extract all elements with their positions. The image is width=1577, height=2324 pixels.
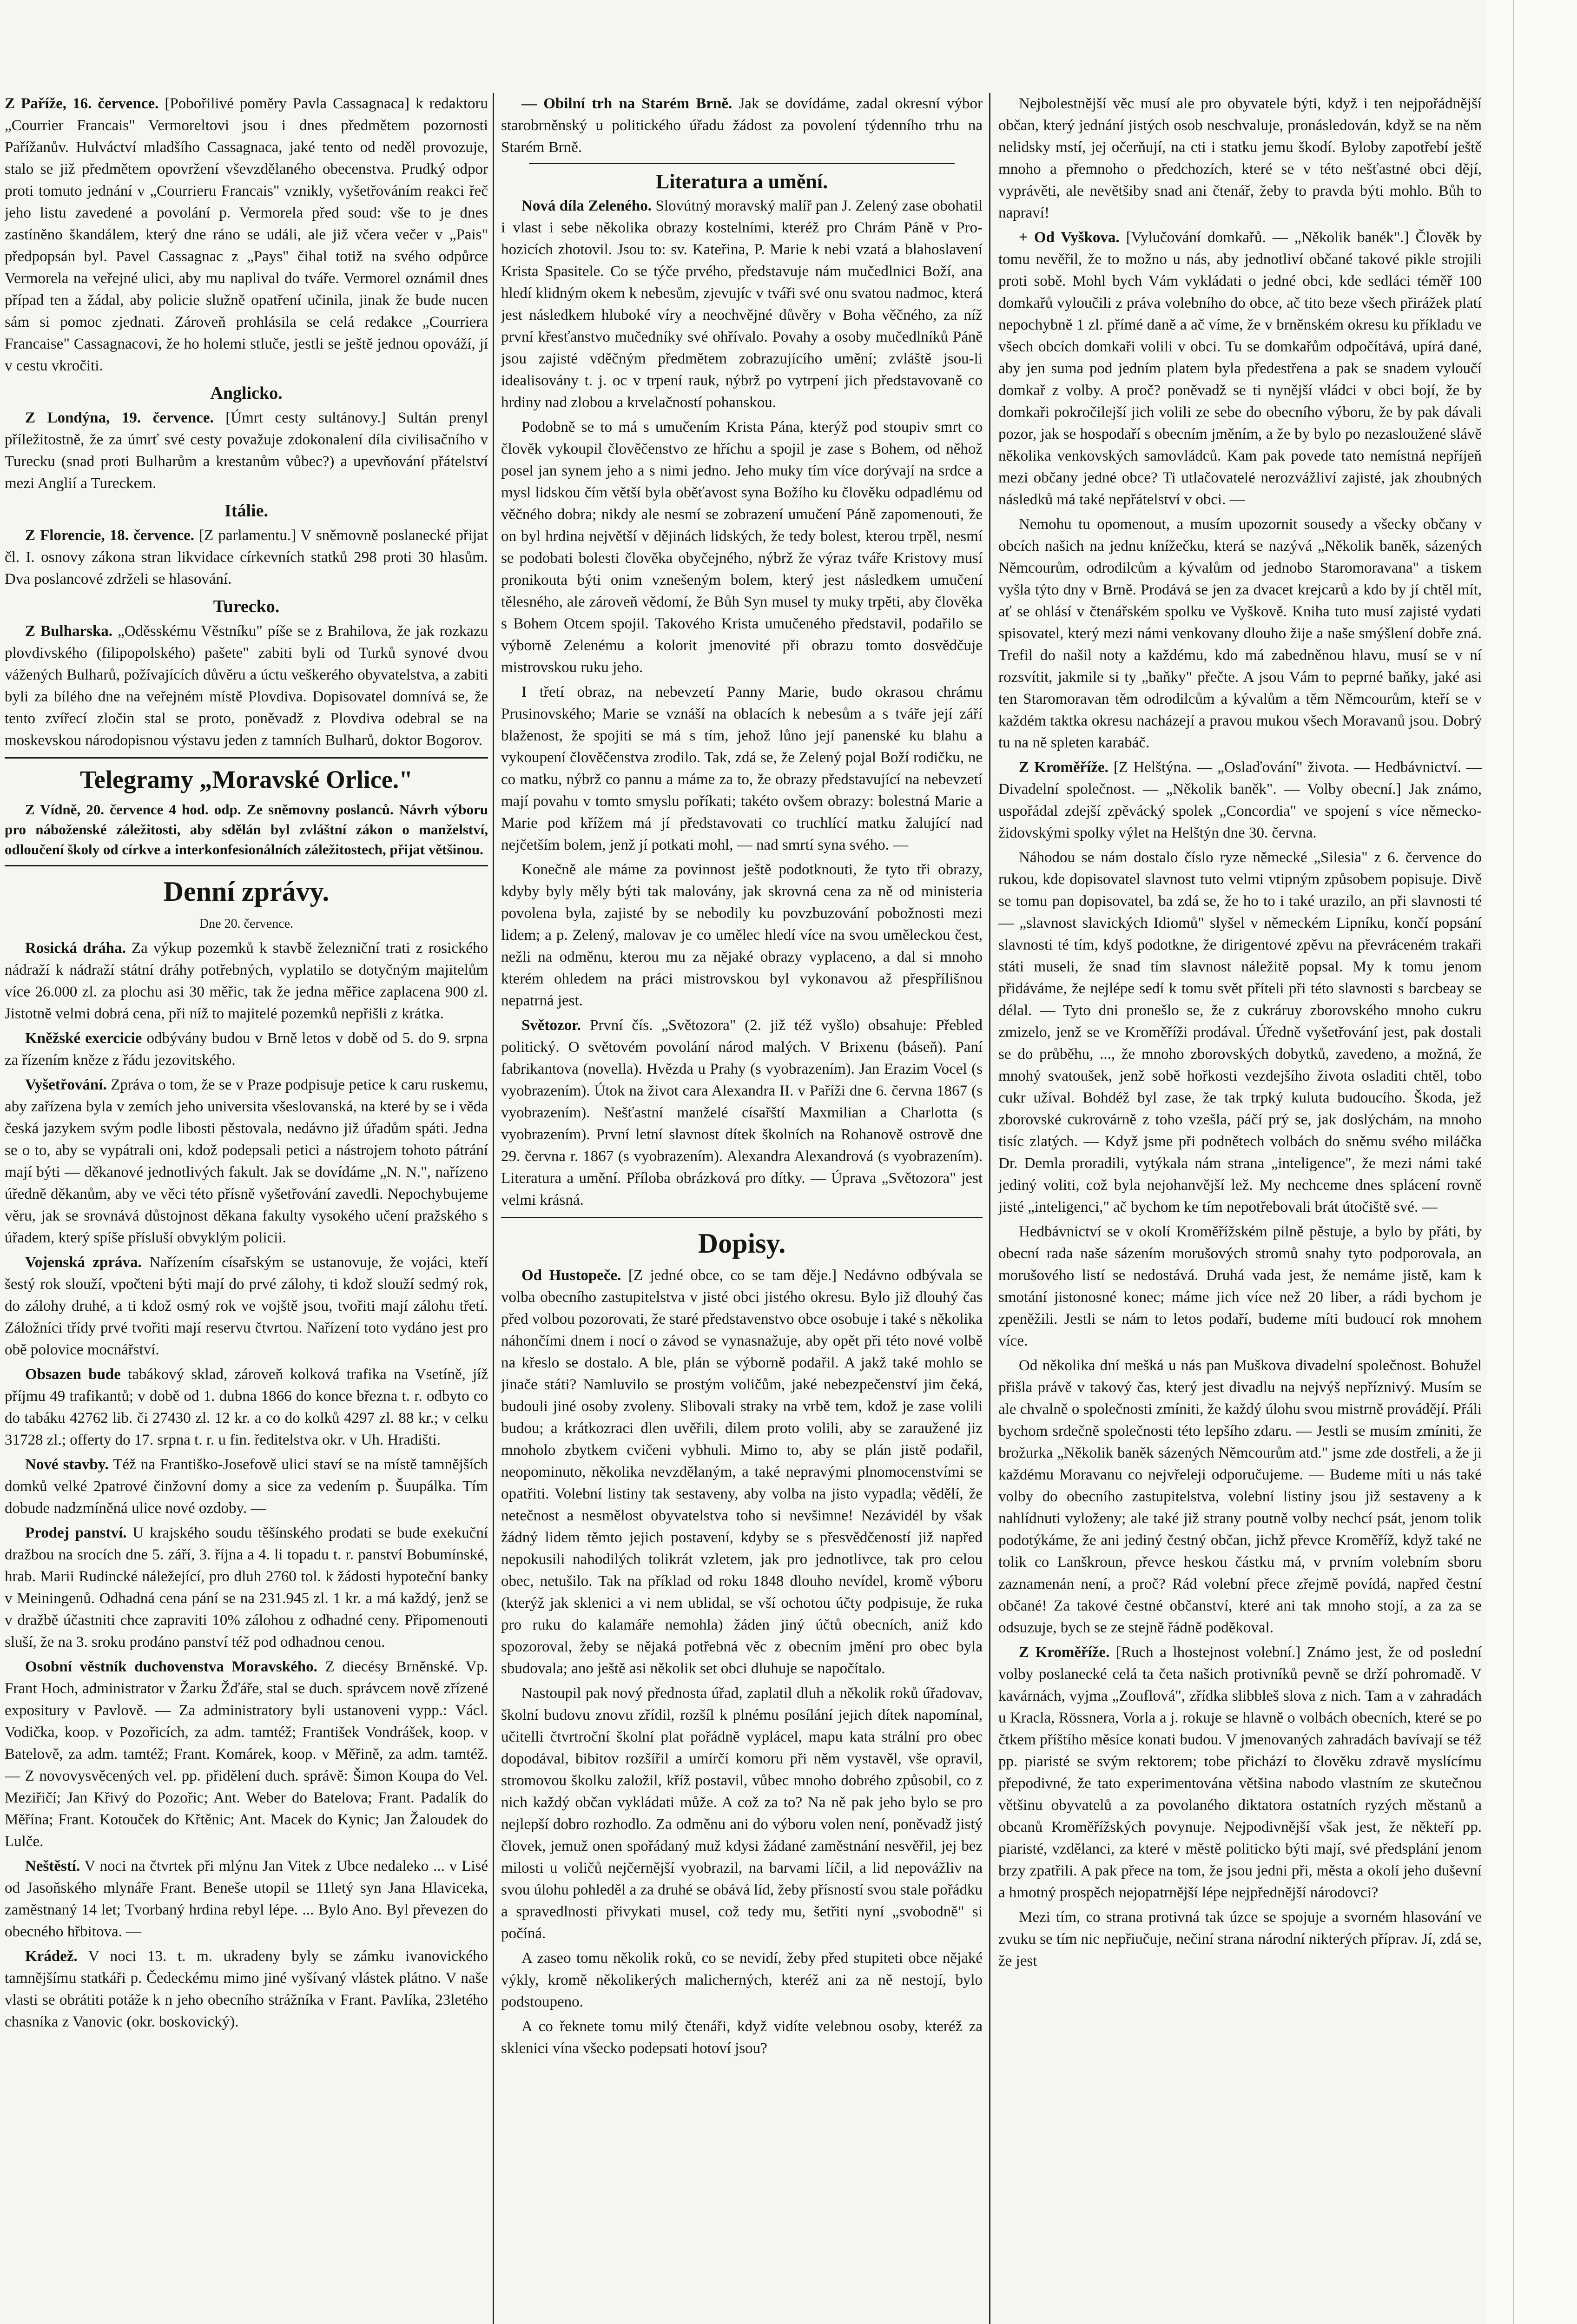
telegram-vienna: Z Vídně, 20. července 4 hod. odp. Ze sněmovny poslanců. Návrh výboru pro náboženské záležitosti, aby sdělán byl zvláštní zákon o manželství, odloučení školy od církve a interkonfesionálních záležitostech, přijat většinou. <box>5 801 488 858</box>
letter-kromeriz-lead: Z Kroměříže. <box>1019 759 1109 776</box>
letter-kromeriz-4: Od několika dní mešká u nás pan Muškova divadelní společnost. Bohužel přišla právě v takový čas, který jest divadlu na nejvýš nepříznivý. Musím se ale chvalně o společnosti zmíniti, že každý úlohu svou mistrně provádějí. Přáli bychom srdečně společnosti této lepšího zdaru. — Jestli se musím zmíniti, že brožurka „Několik baněk sázených Němcourům atd." jsme zde dostřeli, a že ji každému Moravanu co nejvřeleji odporučujeme. — Budeme míti u nás také volby do obecního zastupitelstva, volební listiny jsou již sestaveny a k nahlídnuti vyloženy; ale také již strany poutně volby nechcí psát, jenom tolik podotýkáme, že ani jediný čestný občan, jichž převce Kroměříž, když také ne tolik co Lanškroun, převce heskou částku má, v prvním volebním sboru zaznamenán není, a proč? Rád volební přece zřejmě povídá, napřed čestní občané! Za takové čestné občanství, které ani tak mnoho stojí, a za za se odsuzuje, bych se ze stejně řádně poděkoval. <box>998 1357 1482 1636</box>
article-florence <box>5 525 488 590</box>
letter-hustopece-3: A zaseo tomu několik roků, co se nevidí, žeby před stupiteti obce nějaké výkly, kromě několikerých malicherných, kteréž ani za ně nestojí, bylo podstoupeno. <box>501 1950 983 2010</box>
svetozor-lead: Světozor. <box>521 1017 581 1034</box>
letter-vyskov <box>998 227 1482 511</box>
news-estate-lead: Prodej panství. <box>25 1525 127 1541</box>
article-london-text: [Úmrt cesty sultánovy.] Sultán prenyl příležitostně, že za úmrť své cesty považuje zdokonalení díla civilisačního v Turecku (snad proti Bulharům a krestanům vůbec?) a upevňování přátelství mezi Anglií a Tureckem. <box>5 409 488 492</box>
telegrams-heading: Telegramy „Moravské Orlice." <box>79 766 413 793</box>
column-1 <box>5 93 488 2324</box>
letter-hustopece-lead: Od Hustopeče. <box>521 1267 621 1284</box>
grain-market-lead: — Obilní trh na Starém Brně. <box>521 95 732 112</box>
divider-letters <box>501 1217 983 1218</box>
article-grain-market <box>501 93 983 158</box>
column-rule-1 <box>493 93 494 2324</box>
section-italie-heading: Itálie. <box>224 501 268 521</box>
news-investigation-lead: Vyšetřování. <box>25 1076 107 1093</box>
letter-kromeriz-3: Hedbávnictví se v okolí Kroměřížském pilně pěstuje, a bylo by přáti, by obecní rada naše sázením morušových stromů snahy tyto podporovala, an morušového listí se nedostává. Druhá vada jest, že nemáme jistě, kam k smotání jistonosné konec; máme jich více než 20 liber, a rádi bychom je zpeněžili. Jestli se nám to letos podaří, budeme míti budoucí rok mnohem více. <box>998 1223 1482 1349</box>
article-london-lead: Z Londýna, 19. července. <box>25 409 214 426</box>
article-paris-lead: Z Paříže, 16. července. <box>5 95 159 112</box>
news-military <box>5 1252 488 1361</box>
news-investigation <box>5 1074 488 1249</box>
news-clergy-lead: Osobní věstník duchovenstva Moravského. <box>25 1658 317 1675</box>
news-rosice-lead: Rosická dráha. <box>25 940 126 957</box>
news-tobacco-lead: Obsazen bude <box>25 1366 121 1383</box>
section-turecko-heading: Turecko. <box>213 597 280 616</box>
news-tobacco <box>5 1364 488 1451</box>
section-anglicko-heading: Anglicko. <box>210 383 283 403</box>
column-3 <box>998 93 1482 2324</box>
letter-vyskov-lead: + Od Vyškova. <box>1019 229 1120 246</box>
letters-heading: Dopisy. <box>698 1228 786 1259</box>
letter-hustopece-2: Nastoupil pak nový přednosta úřad, zaplatil dluh a několik roků úřadovav, školní budovu znovu zřídil, rozšíl k plnému posílání jejich dítek napomínal, učitelli čtvrtroční školní plat pořádně vyplácel, mapu kata strální pro obec dopodával, bibitov rozšířil a umírčí komoru při něm vystavěl, vše opravil, stromovou školku založil, kříž postavil, vůbec mnoho dobrého způsobil, co z nich každý občan vykládati může. A což za to? Na ně pak jeho bylo se pro nejlepší dobro rozhodlo. Za odměnu ani do výboru volen není, poněvadž jistý človek, jemuž onen spořádaný muž kdysi žádané zaměstnání nesvěřil, jej bez milosti u voličů nejčernější vyobrazil, na barvami líčil, a lid nepovážliv na svou úlohu pohleděl a za druhé se obává líd, žeby přísností svou stale pořádku a spravedlnosti přivykati musel, což tedy mu, šetřiti nyní „svobodně" si počíná. <box>501 1685 983 1942</box>
letter-vyskov-text: [Vylučování domkařů. — „Několik banék".] Člověk by tomu nevěřil, že to možno u nás, aby jednotliví občané takové pikle strojili proti sobě. Mohl bych Vám vykládati o jedné obci, kde sedláci téměř 100 domkařů vyloučili z práva volebního do obce, ač tito beze všech přirážek platí nepochybně 1 zl. přímé daně a ač víme, že v brněnském okresu ku příkladu ve všech obcích domkaři volili v obci. Tu se domkařům odpočítává, upírá dané, aby jen suma pod jedním platem byla předestřena a pak se snadem vyloučí domkař z volby. A proč? poněvadž se ti nynější vládci v obci bojí, že by domkaři pokročilejší jich volili ze sebe do obecního výboru, že by pak dávali pozor, jak se hospodaří s obecním jměním, a že by bylo po nezasloužené slávě několika venkovských samovládců. Kam pak povede tato nemístná nepříjeň mezi občany jedné obce? Ti utlačovatelé nerozvážliví zajisté, jak zhoubných následků má také nepřátelství v obci. — <box>998 229 1482 508</box>
literature-zeleny-text: Slovútný moravský malíř pan J. Zelený zase obohatil i vlast i sebe několika obrazy kostelními, kteréž pro Chrám Páně v Pro-hozicích zhotovil. Jsou to: sv. Kateřina, P. Marie k nebi vzatá a blahoslavení Krista Spasitele. Co se týče prvého, představuje nám mučedlnici Boží, ana hledí klidným okem k nebesům, zjevujíc v tváři své onu svatou nadmoc, která jest následkem hluboké víry a neochvějné důvěry v Boha věčného, za níž první křesťanstvo mučedníky své ohřívalo. Povahy a osoby mučedlníků Páně jsou zajisté vděčným předmětem zobrazujícího umění; zvláště jsou-li idealisovány t. j. oc v trpení rauk, nýbrž po vytrpení jich představovaně co hrdiny nad zlobou a krvelačností pohanskou. <box>501 198 983 411</box>
news-theft <box>5 1946 488 2033</box>
literature-zeleny-2: Podobně se to má s umučením Krista Pána, kterýž pod stoupiv smrt co člověk vykoupil člověčenstvo ze hříchu a spojil je zase s Bohem, od něhož posel jan synem jeho a s nimi jedno. Jeho muky tím více dorývají na srdce a mysl lidskou čím větší byla oběťavost syna Božího ku člověku odpadlému od věčného dobra; nikdy ale nesmí se zobrazení umučení Páně zapomenouti, že on byl hrdina největší v dějinách lidských, že tedy bolest, kterou trpěl, nesmí se podobati bolesti člověka obyčejného, nýbrž že výraz tváře Kristovy musí pronikouta býti onim vznešeným bolem, který jest následkem umučení tělesného, ale zároveň vědomí, že Bůh Syn musel ty muky trpěti, aby člověka s Bohem Otcem spojil. Takového Krista umučeného představil, podařilo se výborně Zelenému a kolorit jmenovité při obrazu tomto dosvědčuje mistrovskou ruku jeho. <box>501 419 983 676</box>
letter-hustopece-4: A co řeknete tomu milý čtenáři, když vidíte velebnou osoby, kteréž za sklenici vína všecko podepsati hotoví jsou? <box>501 2018 983 2057</box>
news-military-lead: Vojenská zpráva. <box>25 1254 142 1271</box>
article-bulgaria <box>5 621 488 752</box>
news-accident-lead: Neštěstí. <box>25 1858 80 1875</box>
news-exercises-lead: Kněžské exercicie <box>25 1030 142 1047</box>
literature-zeleny-1 <box>501 195 983 414</box>
article-svetozor <box>501 1015 983 1211</box>
news-clergy-text: Z diecésy Brněnské. Vp. Frant Hoch, administrator v Žarku Žďáře, stal se duch. správcem nově zřízené expositury v Pavlově. — Za administratory byli ustanoveni vypp.: Václ. Vodička, koop. v Pozořicích, za adm. tamtéž; František Vondrášek, koop. v Batelově, za adm. tamtéž; Frant. Komárek, koop. v Měřině, za adm. tamtéž. — Z novovysvěcených vel. pp. přidělení duch. správě: Šimon Koupa do Vel. Meziřičí; Jan Křivý do Pozořic; Ant. Weber do Batelova; Frant. Padalík do Měřína; Frant. Kotouček do Křtěnic; Ant. Macek do Kynic; Jan Žaloudek do Lulče. <box>5 1658 488 1850</box>
news-investigation-text: Zpráva o tom, že se v Praze podpisuje petice k caru ruskemu, aby zařízena byla v zemích jeho universita všeslovanská, na které by se i věda česká jazykem svým podle libosti pěstovala, nedávno již úřadům spáti. Jedna se o to, aby se vypátrali oni, kdož podepsali petici a nástrojem tohoto pátrání mají býti — děkanové jednotlivých fakult. Jak se dovídáme „N. N.", nařízeno úředně děkanům, aby ve věci této přísně vyšetřování zavedli. Nepochybujeme věru, jak se srovnává důstojnost děkana fakulty vysokého učení pražského s úřadem, který spíše přísluší obvyklým policii. <box>5 1076 488 1246</box>
news-clergy <box>5 1656 488 1853</box>
news-exercises-text: odbývány budou v Brně letos v době od 5. do 9. srpna za řízením kněze z řádu jezovitského. <box>5 1030 488 1069</box>
news-accident <box>5 1855 488 1943</box>
news-accident-text: V noci na čtvrtek při mlýnu Jan Vitek z Ubce nedaleko ... v Lisé od Jasoňského mlynáře Frant. Beneše utopil se 11letý syn Jana Hlaviceka, zaměstnaný 14 let; Tvorbaný hrdina rebyl lépe. ... Bylo Ano. Byl převezen do obecného hřbitova. — <box>5 1858 488 1940</box>
divider-literature <box>529 163 955 164</box>
news-buildings-lead: Nové stavby. <box>25 1456 109 1473</box>
news-estate-sale <box>5 1522 488 1653</box>
letter-kromeriz-text: [Z Helštýna. — „Oslaďování" života. — Hedbávnictví. — Divadelní společnost. — „Několik baněk". — Volby obecní.] Jak známo, uspořádal zdejší zpěvácký spolek „Concordia" ve spojení s více německo-židovskými spolky výlet na Helštýn dne 30. června. <box>998 759 1482 841</box>
daily-news-date: Dne 20. července. <box>199 917 294 931</box>
letter-hustopece-text: [Z jedné obce, co se tam děje.] Nedávno odbývala se volba obecního zastupitelstva v jisté obci jistého okresu. Bylo již dlouhý čas před volbou pozorovati, že staré představenstvo obce osobuje i také s několika náhončími dnem i nocí o závod se vynasnažuje, aby opět při této nové volbě na křeslo se dostalo. A ble, plán se výborně podařil. A jakž také mohlo se jinače státi? Namluvilo se prostým voličům, jaké nebezpečenství jim čeká, budouli jiné osoby zvoleny. Slibovali straky na vrbě tem, kdož je zase volili budou; a krátkozraci dlen uvěřili, dilem proto volili, aby se zaraužené jiz mnoholo zbytkem cvičeni vybhuli. Mimo to, aby se plán jistě podařil, neopominuto, několika nevzdělaným, a také nepravými plnomocenstvími se opatřiti. Volební listiny tak sestaveny, aby volba na jisto vypadla; vědělí, že netečnost a nesmělost obyvatelstva toho si nevšimne! Nezávidél by však žádný lidem těmto jejich postavení, kdyby se s přesvědčeností již napřed nepokusili nahodilých tolikrát vzletem, jak pro jednotlivce, tak pro celou obec, netušilo. Tak na příklad od roku 1848 dlouho nevídel, kromě výboru (kterýž jak sklenici a vi nem ublidal, se vší ochotou účty podpisuje, že ruka pro ruku do kalamáře nemohla) žáden jiný účtů obecních, aniž kdo spozoroval, žeby se nějaká potřebná věc z obecním jmění pro obec byla sbudovala; ano ještě asi několik set obci dluhuje se napočítalo. <box>501 1267 983 1677</box>
letter-kromeriz-2: Náhodou se nám dostalo číslo ryze německé „Silesia" z 6. července do rukou, kde dopisovatel slavnost tuto velmi vtipným způsobem popisuje. Divě se tomu pan dopisovatel, ba zdá se, že ho to i také urazilo, an při slavnosti té — „slavnost slavických Idiomů" slyšel v německém Lipníku, končí popsání slavnosti té tím, kdyš podotkne, že dirigentové zpěvu na převráceném trakaři státi museli, že snad tím slavnost náležitě popsal. My k tomu jenom přidáváme, že nejlépe sedí k tomu svět příteli při této slavnosti s barcbeay se délal. — Tyto dni pronešlo se, že z cukráruy zborovského mnoho cukru zmizelo, jenž se ve Kroměříži prodával. Úředně vyšetřování jest, pak dostali se do průběhu, ..., že mnoho zborovských dobytků, zavedeno, a možná, že mnohý svatoušek, jenž sobě hořkosti vezdejšího života osladiti chtěl, tobo cukr užíval. Bohdéž byl zase, že tak trpký kuluta budoucího. Škoda, jež zborovské cukrovárně z toho vzešla, páčí prý se, jak doslýchám, na mnoho tisíc zlatých. — Když jsme při podnětech volbách do sněmu svého miláčka Dr. Demla proradili, vytýkala nám strana „inteligence", že mezi námi také jediný voliti, což byla nejohanvější lež. My nechceme dnes splácení rovně jisté „inteligenci," ač bychom ke tím nepotřebovali brát útočiště své. — <box>998 849 1482 1215</box>
news-estate-text: U krajského soudu těšínského prodati se bude exekuční dražbou na srocích dne 5. září, 3. října a 4. li topadu t. r. panství Bobumínské, hrab. Marii Rudincké náležející, pro dluh 2760 tol. k žádosti hypoteční banky v Meiningenů. Odhadná cena pání se na 231.945 zl. 1 kr. a má každý, jenž se v dražbě účastniti chce zapraviti 10% zálohou z odhadné ceny. Připomenouti sluší, že na 3. sroku prodáno panství též pod odhadnou cenou. <box>5 1525 488 1651</box>
news-theft-lead: Krádež. <box>25 1948 78 1965</box>
article-bulgaria-text: „Oděsskému Věstníku" píše se z Brahilova, že jak rozkazu plovdivského (filipopolského) pašete" zabiti byli od Turků synové dvou vážených Bulharů, požívajících důvěru a úctu veškerého obyvatelstva, a zabiti byli za bílého dne na veřejném místě Plovdiva. Dopisovatel domnívá se, že tento zvířecí zločin stal se proto, poněvadž z Plovdiva odebral se na moskevskou národopisnou výstavu jeden z tamních Bulharů, doktor Bogorov. <box>5 623 488 749</box>
news-rosice-text: Za výkup pozemků k stavbě železniční trati z rosického nádraží k nádraží státní dráhy potřebných, vyplatilo se dotyčným majitelům více 26.000 zl. za plochu asi 30 měřic, tak že jedna měřice zaplacena 900 zl. Jistotně velmi dobrá cena, při níž to majitelé pozemků nepřišli z krátka. <box>5 940 488 1022</box>
page-edge-line <box>1513 0 1514 2324</box>
svetozor-text: První čís. „Světozora" (2. již též vyšlo) obsahuje: Přebled politický. O světovém povolání národ malých. V Brixenu (báseň). Paní fabrikantova (novella). Hvězda u Prahy (s vyobrazením). Jan Erazim Vocel (s vyobrazením). Útok na život cara Alexandra II. v Paříži dne 6. června 1867 (s vyobrazením). Nešťastní manželé císařští Maxmilian a Charlotta (s vyobrazením). První letní slavnost dítek školních na Rohanově ostrově dne 29. června r. 1867 (s vyobrazením). Alexandra Alexandrová (s vyobrazením). Literatura a umění. Příloba obrázková pro dítky. — Úprava „Světozora" jest velmi krásná. <box>501 1017 983 1208</box>
news-exercises <box>5 1028 488 1071</box>
letter-vyskov-2: Nemohu tu opomenout, a musím upozornit sousedy a všecky občany v obcích našich na jednu knížečku, která se nazývá „Několik baněk, sázených Němcourům, odrodilcům a kývalům od jednobo Staromoravana" a tiskem vyšla týto dny v Brně. Prodává se jen za dvacet krejcarů a kdo by jí chtěl mít, ať se ohlásí v čtenářském spolku ve Vyškově. Kniha tuto musí zajisté vydati spisovatel, který mezi námi venkovany dlouho žije a naše smýšlení dobře zná. Trefil do našil noty a každému, kdo má zabedněnou hlavu, musí se v ní rozsvítit, jakmile si ty „baňky" přečte. A jsou Vám to peprné baňky, jaké asi ten Staromoravan těm odrodilcům a kývalům a těm Němcourům, kteří se v každém taktka okresu nacházejí a pravou mukou všech Moravanů jsou. Dobrý tu na ně spleten karabáč. <box>998 516 1482 751</box>
letter-hustopece-1 <box>501 1265 983 1680</box>
news-theft-text: V noci 13. t. m. ukradeny byly se zámku ivanovického tamnějšímu statkáři p. Čedeckému mimo jiné vyšívaný vlástek plátno. V naše vlasti se obrátiti potáže k n jeho obecního strážníka v Frant. Pavlíka, 23letého chasníka z Vanovic (okr. boskovický). <box>5 1948 488 2030</box>
grain-market-text: Jak se dovídáme, zadal okresní výbor starobrněnský u politického úřadu žádost za povolení týdenního trhu na Starém Brně. <box>501 95 983 156</box>
divider-telegrams <box>5 757 488 759</box>
letter-kromeriz-second-text: [Ruch a lhostejnost volební.] Známo jest, že od poslední volby poslanecké celá ta četa našich protivníků pevně se drží pohromadě. V kavárnách, vyjma „Zouflová", zřídka slibbleš slova z nich. Tam a v zahradách u Kracla, Rössnera, Vorla a j. rokuje se hlavně o volbách obecních, které se po čtkem příštího měsíce konati budou. V jmenovaných zahradách bavívají se též pp. piaristé se svým rektorem; tobe přichází to člověku zdravě myslícímu přepodivné, že tato experimentována většina nabodo vlastním ze skutečnou většinu obyvatelů a za povolaného diktatora ostatních ryzých městanů a obcanů Kroměřížských povynuje. Nejpodivnější však jest, že někteří pp. piaristé, vzdělanci, za které v městě politicko býti mají, své předsplání jenom brzy zpatřili. A pak přece na tom, že jsou jedni při, města a okolí jeho duševní a hmotný prospěch nejopatrnější lépe nejpřednější národovci? <box>998 1644 1482 1901</box>
article-paris <box>5 93 488 377</box>
letter-kromeriz-second <box>998 1642 1482 1904</box>
page-margin-right <box>1487 0 1577 2324</box>
literature-zeleny-4: Konečně ale máme za povinnost ještě podotknouti, že tyto tři obrazy, kdyby byly měly býti tak malovány, jak skrovná cena za ně od ministeria povolena byla, zajisté by se nebodily ku povzbuzování pobožnosti mezi lidem; a p. Zelený, malovav je co umělec hledí více na svou uměleckou čest, nežli na odměnu, kterou mu za nějaké obrazy vyplaceno, a dal si mnoho kterém ohledem na práci mistrovskou byl vykonavou až přespřílišnou nepatrná jest. <box>501 861 983 1009</box>
news-buildings-text: Též na Františko-Josefově ulici staví se na místě tamnějších domků velké 2patrové činžovní domy a sice za vedením p. Šuupálka. Tím dobude nadzmíněná ulice nové ozdoby. — <box>5 1456 488 1517</box>
news-tobacco-text: tabákový sklad, zároveň kolková trafika na Vsetíně, jíž příjmu 49 trafikantů; v době od 1. dubna 1866 do konce března t. r. odbyto co do tabáku 42762 lib. či 27430 zl. 12 kr. a co do kolků 4297 zl. 88 kr.; v celku 31728 zl.; offerty do 17. srpna t. r. u fin. ředitelstva okr. v Uh. Hradišti. <box>5 1366 488 1448</box>
article-london <box>5 407 488 495</box>
article-bulgaria-lead: Z Bulharska. <box>25 623 113 640</box>
article-florence-text: [Z parlamentu.] V sněmovně poslanecké přijat čl. I. osnovy zákona stran likvidace církevních statků 298 proti 30 hlasům. Dva poslancové zdrželi se hlasování. <box>5 527 488 588</box>
literature-zeleny-lead: Nová díla Zeleného. <box>521 198 652 214</box>
letter-kromeriz-second-lead: Z Kroměříže. <box>1019 1644 1110 1661</box>
column-2 <box>501 93 983 2324</box>
divider-daily-news <box>5 865 488 866</box>
article-florence-lead: Z Florencie, 18. července. <box>25 527 195 544</box>
letter-kromeriz-second-2: Mezi tím, co strana protivná tak úzce se spojuje a svorném hlasování ve zvuku se tím nic nepřiučuje, nečiní strana národní nikterých příprav. Jí, zdá se, že jest <box>998 1909 1482 1969</box>
news-rosice-railway <box>5 938 488 1025</box>
news-military-text: Nařízením císařským se ustanovuje, že vojáci, kteří šestý rok slouží, vpočteni býti mají do prvé zálohy, ti kdož slouží sedmý rok, do zálohy druhé, a ti kdož osmý rok ve vojště jsou, tvořiti mají zálohu třetí. Záložníci třídy prvé tvořiti mají reservu čtvrtou. Nařízení toto vydáno jest pro obě polovice mocnářství. <box>5 1254 488 1358</box>
literature-zeleny-3: I třetí obraz, na nebevzetí Panny Marie, budo okrasou chrámu Prusinovského; Marie se vznáší na oblacích k nebesům a s tváře její září blaženost, že spojiti se má s tím, jehož lůno její panenské ku blahu a vykoupení člověčenstva zrodilo. Tak, zdá se, že Zelený pojal Boží rodičku, ne co matku, nýbrž co pannu a máme za to, že obrazy představující na nebevzetí mají povahu v tomto smyslu poříkati; takéto ovšem obrazy: bolestná Marie a Marie pod křížem má jí představovati co truchlící matku žalující nad nejčetším bolem, jenž jí potkati mohl, — nad smrtí syna svého. — <box>501 684 983 853</box>
letter-hustopece-5: Nejbolestnější věc musí ale pro obyvatele býti, když i ten nejpořádnější občan, který jednání jistých osob neschvaluje, pronásledován, když se na něm nelidsky mstí, jej očerňují, na cti i statku jemu škodí. Byloby zapotřebí ještě mnoho a přemnoho o předchozích, které se v této nešťastné obci dějí, vyprávěti, ale nevětšiby snad ani čtenář, žeby to pravda býti mohlo. Bůh to napraví! <box>998 95 1482 221</box>
daily-news-heading: Denní zprávy. <box>163 876 330 907</box>
letter-kromeriz-1 <box>998 757 1482 844</box>
news-buildings <box>5 1454 488 1519</box>
literature-heading: Literatura a umění. <box>655 170 828 193</box>
article-paris-text: [Pobořilivé poměry Pavla Cassagnaca] k redaktoru „Courrier Francais" Vermoreltovi jsou i dnes předmětem pozornosti Pařížanův. Hulváctví mladšího Cassagnaca, jaké tento od neděl provozuje, stalo se již předmětem opovržení vševzdělaného obecenstva. Prudký odpor proti tomuto jednání v „Courrieru Francais" vznikly, vyšetřováním reakci řeč jeho listu zavedené a povolání p. Vermorela před soud: vše to je dnes zastíněno škandálem, který dne ráno se událi, ale již včera večer v „Pais" předpopsán byl. Pavel Cassagnac z „Pays" čihal totiž na svého odpůrce Vermorela na veřejné ulici, aby mu naplival do tváře. Vermorel oznámil dnes případ ten a žádal, aby policie služně opatření učinila, jinak že bude nucen sám si pomoc zjednati. Zároveň prohlásila se celá redakce „Courriera Francaise" Cassagnacovi, že ho holemi stluče, jestli se ještě jednou opováží, jí v cestu vkročiti. <box>5 95 488 374</box>
column-rule-2 <box>989 93 990 2324</box>
